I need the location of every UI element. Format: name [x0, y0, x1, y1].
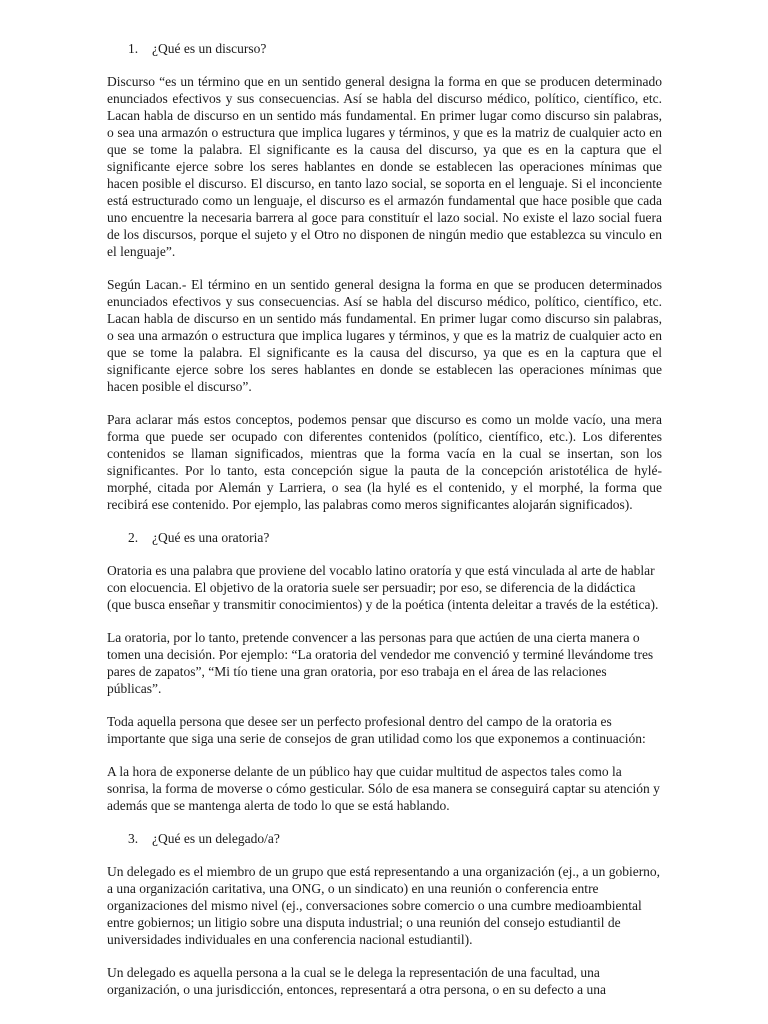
section-heading-oratoria [128, 529, 662, 546]
section-title: ¿Qué es un discurso? [152, 41, 267, 56]
section-heading-delegado [128, 830, 662, 847]
paragraph: Un delegado es aquella persona a la cual se le delega la representación de una facultad, una organización, o una jurisdicción, entonces, representará a otra persona, o en su defecto a una [107, 965, 607, 997]
paragraph: Oratoria es una palabra que proviene del vocablo latino oratoría y que está vinculada al arte de hablar con elocuencia. El objetivo de la oratoria suele ser persuadir; por eso, se diferencia de la didáctica (que busca enseñar y transmitir conocimientos) y de la poética (intenta deleitar a través de la estética). [107, 563, 659, 612]
section-title: ¿Qué es una oratoria? [152, 530, 270, 545]
paragraph: Según Lacan.- El término en un sentido general designa la forma en que se producen determinados enunciados efectivos y sus consecuencias. Así se habla del discurso médico, político, científico, etc. Lacan habla de discurso en un sentido más fundamental. En primer lugar como discurso sin palabras, o sea una armazón o estructura que implica lugares y términos, y que es la matriz de cualquier acto en que se tome la palabra. El significante es la causa del discurso, ya que es en la captura que el significante ejerce sobre los seres hablantes en donde se establecen las operaciones mínimas que hacen posible el discurso”. [107, 277, 662, 394]
paragraph: Toda aquella persona que desee ser un perfecto profesional dentro del campo de la oratoria es importante que siga una serie de consejos de gran utilidad como los que exponemos a continuación: [107, 714, 646, 746]
document-page [107, 40, 662, 1014]
paragraph: A la hora de exponerse delante de un público hay que cuidar multitud de aspectos tales como la sonrisa, la forma de moverse o cómo gesticular. Sólo de esa manera se conseguirá captar su atención y además que se mantenga alerta de todo lo que se está hablando. [107, 764, 660, 813]
section-number: 2. [128, 530, 139, 545]
section-heading-discurso [128, 40, 662, 57]
section-title: ¿Qué es un delegado/a? [152, 831, 280, 846]
paragraph: La oratoria, por lo tanto, pretende convencer a las personas para que actúen de una cierta manera o tomen una decisión. Por ejemplo: “La oratoria del vendedor me convenció y terminé llevándome tres pares de zapatos”, “Mi tío tiene una gran oratoria, por eso trabaja en el área de las relaciones públicas”. [107, 630, 654, 696]
paragraph: Un delegado es el miembro de un grupo que está representando a una organización (ej., a un gobierno, a una organización caritativa, una ONG, o un sindicato) en una reunión o conferencia entre organizaciones del mismo nivel (ej., conversaciones sobre comercio o una cumbre medioambiental entre gobiernos; un litigio sobre una disputa industrial; o una reunión del consejo estudiantil de universidades individuales en una conferencia nacional estudiantil). [107, 864, 661, 947]
section-number: 3. [128, 831, 139, 846]
paragraph: Discurso “es un término que en un sentido general designa la forma en que se producen determinado enunciados efectivos y sus consecuencias. Así se habla del discurso médico, político, científico, etc. Lacan habla de discurso en un sentido más fundamental. En primer lugar como discurso sin palabras, o sea una armazón o estructura que implica lugares y términos, y que es la matriz de cualquier acto en que se tome la palabra. El significante es la causa del discurso, ya que es en la captura que el significante ejerce sobre los seres hablantes en donde se establecen las operaciones mínimas que hacen posible el discurso. El discurso, en tanto lazo social, se soporta en el lenguaje. Si el inconciente está estructurado como un lenguaje, el discurso es el armazón fundamental que hace posible que cada uno encuentre la necesaria barrera al goce para constituír el lazo social. No existe el lazo social fuera de los discursos, porque el sujeto y el Otro no disponen de ningún medio que establezca su vinculo en el lenguaje”. [107, 74, 662, 259]
section-number: 1. [128, 41, 139, 56]
paragraph: Para aclarar más estos conceptos, podemos pensar que discurso es como un molde vacío, una mera forma que puede ser ocupado con diferentes contenidos (político, científico, etc.). Los diferentes contenidos se llaman significados, mientras que la forma vacía en la cual se insertan, son los significantes. Por lo tanto, esta concepción sigue la pauta de la concepción aristotélica de hylé-morphé, citada por Alemán y Larriera, o sea (la hylé es el contenido, y el morphé, la forma que recibirá ese contenido. Por ejemplo, las palabras como meros significantes alojarán significados). [107, 412, 662, 512]
